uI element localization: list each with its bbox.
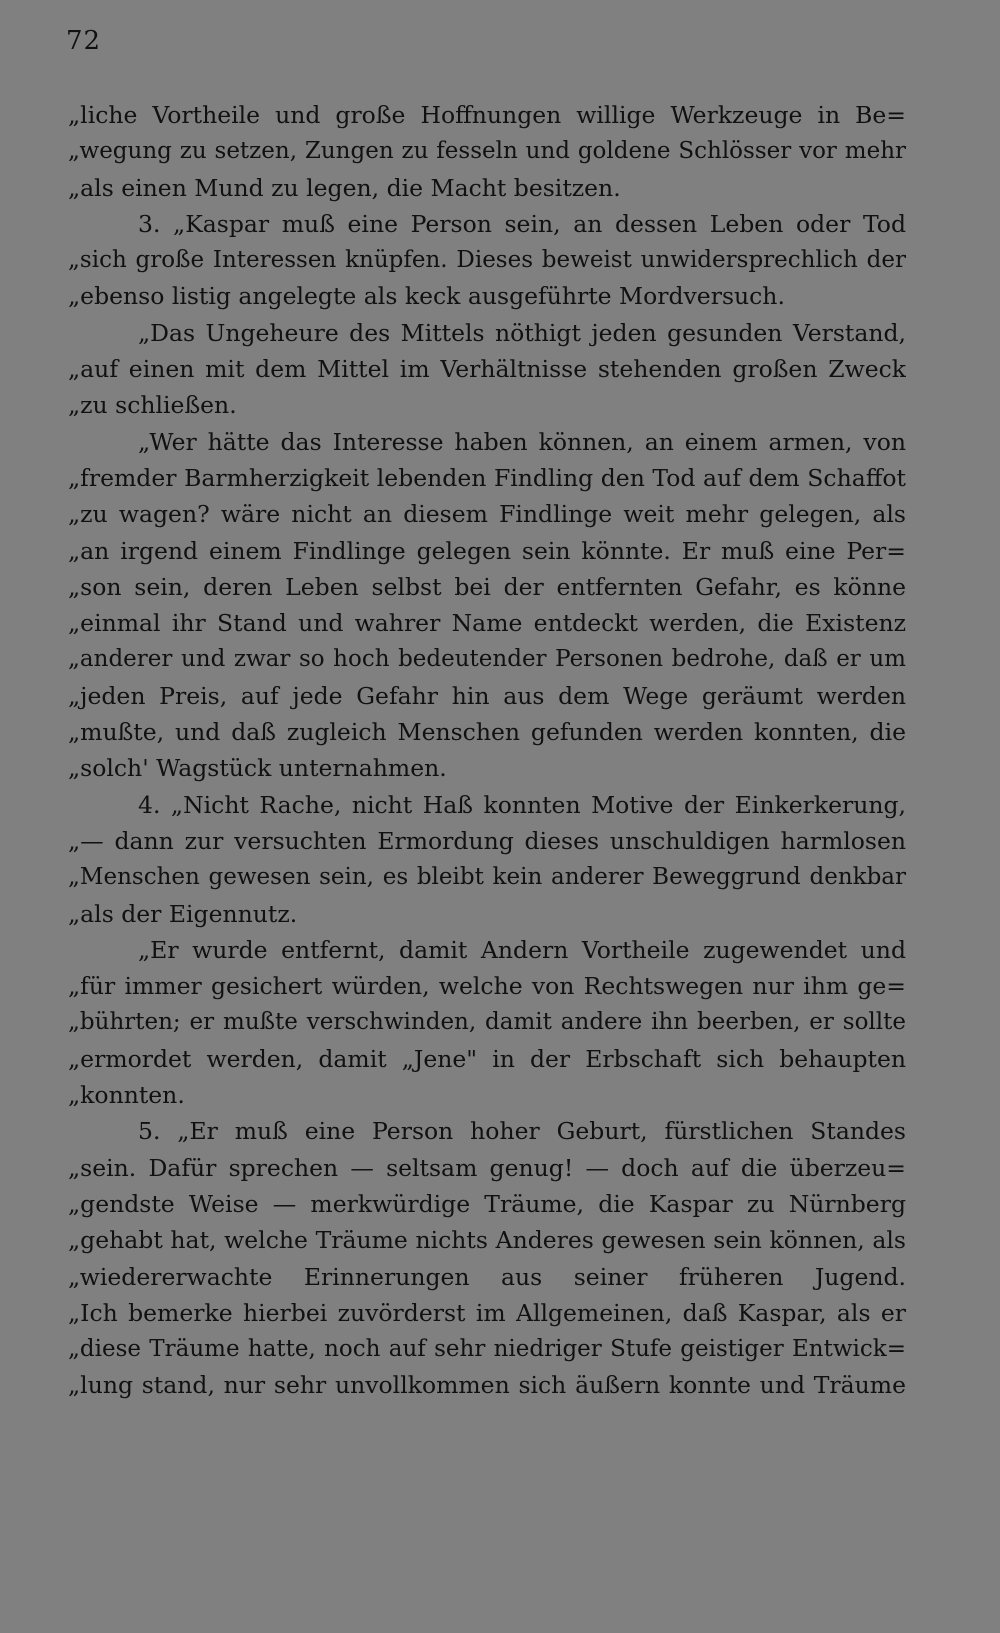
text-line: „an irgend einem Findlinge gelegen sein könnte. Er muß eine Per= — [68, 536, 906, 565]
text-line: „als einen Mund zu legen, die Macht besitzen. — [68, 173, 621, 202]
text-line: „diese Träume hatte, noch auf sehr niedriger Stufe geistiger Entwick= — [68, 1336, 906, 1363]
text-line: 5. „Er muß eine Person hoher Geburt, fürstlichen Standes — [138, 1117, 906, 1146]
page-number: 72 — [66, 26, 102, 56]
text-line: „liche Vortheile und große Hoffnungen willige Werkzeuge in Be= — [68, 101, 906, 129]
text-line: „konnten. — [68, 1081, 185, 1110]
text-line: „Er wurde entfernt, damit Andern Vortheile zugewendet und — [138, 935, 906, 964]
text-line: „wiedererwachte Erinnerungen aus seiner früheren Jugend. — [68, 1262, 906, 1291]
text-line: „einmal ihr Stand und wahrer Name entdeckt werden, die Existenz — [68, 609, 906, 638]
text-line: „gendste Weise — merkwürdige Träume, die Kaspar zu Nürnberg — [68, 1189, 906, 1218]
text-line: „mußte, und daß zugleich Menschen gefunden werden konnten, die — [68, 718, 906, 747]
text-line: „sich große Interessen knüpfen. Dieses beweist unwidersprechlich der — [68, 247, 906, 274]
text-line: „gehabt hat, welche Träume nichts Anderes gewesen sein können, als — [68, 1226, 906, 1255]
text-line: „wegung zu setzen, Zungen zu fesseln und goldene Schlösser vor mehr — [68, 138, 906, 165]
text-line: „Menschen gewesen sein, es bleibt kein anderer Beweggrund denkbar — [68, 864, 906, 891]
body-text — [68, 97, 906, 1404]
text-line: „lung stand, nur sehr unvollkommen sich äußern konnte und Träume — [68, 1371, 906, 1400]
text-line: 4. „Nicht Rache, nicht Haß konnten Motive der Einkerkerung, — [138, 790, 906, 819]
text-line: „Wer hätte das Interesse haben können, an einem armen, von — [138, 427, 906, 456]
text-line: „ebenso listig angelegte als keck ausgeführte Mordversuch. — [68, 282, 785, 311]
text-line: „Das Ungeheure des Mittels nöthigt jeden gesunden Verstand, — [138, 318, 906, 347]
text-line: „fremder Barmherzigkeit lebenden Findling den Tod auf dem Schaffot — [68, 463, 906, 492]
text-line: „anderer und zwar so hoch bedeutender Personen bedrohe, daß er um — [68, 646, 906, 673]
text-line: „auf einen mit dem Mittel im Verhältnisse stehenden großen Zweck — [68, 355, 906, 384]
text-line: „zu wagen? wäre nicht an diesem Findlinge weit mehr gelegen, als — [68, 500, 906, 529]
text-line: „ermordet werden, damit „Jene" in der Erbschaft sich behaupten — [68, 1044, 906, 1073]
text-line: „son sein, deren Leben selbst bei der entfernten Gefahr, es könne — [68, 572, 906, 601]
text-line: „für immer gesichert würden, welche von Rechtswegen nur ihm ge= — [68, 972, 906, 1001]
text-line: „— dann zur versuchten Ermordung dieses unschuldigen harmlosen — [68, 826, 906, 855]
text-line: „Ich bemerke hierbei zuvörderst im Allgemeinen, daß Kaspar, als er — [68, 1298, 906, 1327]
text-line: „als der Eigennutz. — [68, 899, 298, 928]
text-line: „zu schließen. — [68, 391, 237, 420]
text-line: „jeden Preis, auf jede Gefahr hin aus dem Wege geräumt werden — [68, 681, 906, 710]
text-line: „solch' Wagstück unternahmen. — [68, 754, 447, 783]
text-line: „sein. Dafür sprechen — seltsam genug! — doch auf die überzeu= — [68, 1153, 906, 1182]
text-line: 3. „Kaspar muß eine Person sein, an dessen Leben oder Tod — [138, 209, 906, 238]
text-line: „bührten; er mußte verschwinden, damit andere ihn beerben, er sollte — [68, 1009, 906, 1036]
